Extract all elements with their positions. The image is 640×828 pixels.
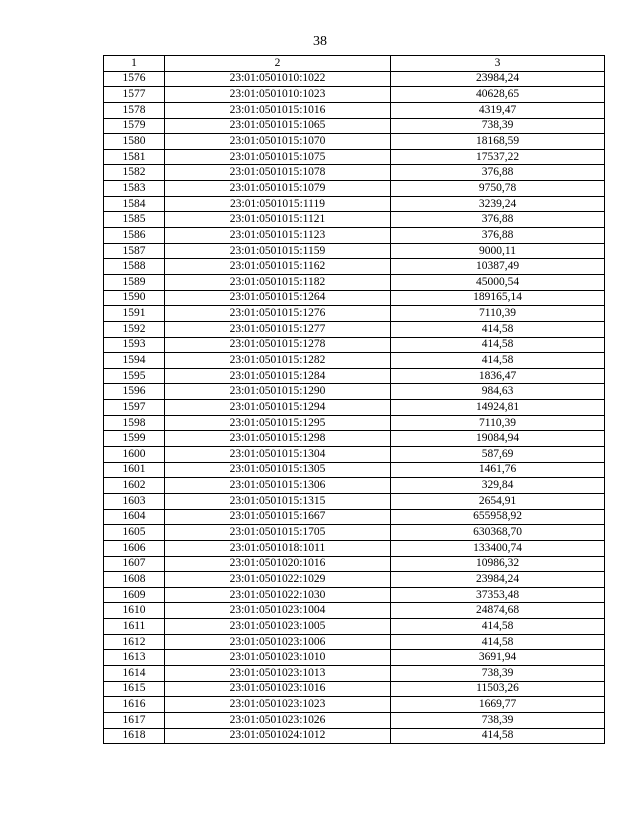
value-cell: 18168,59 bbox=[391, 134, 605, 150]
value-cell: 37353,48 bbox=[391, 587, 605, 603]
cadastral-number-cell: 23:01:0501010:1022 bbox=[165, 71, 391, 87]
row-number-cell: 1614 bbox=[104, 665, 165, 681]
value-cell: 4319,47 bbox=[391, 102, 605, 118]
table-row bbox=[104, 415, 605, 431]
row-number-cell: 1617 bbox=[104, 712, 165, 728]
value-cell: 414,58 bbox=[391, 337, 605, 353]
value-cell: 23984,24 bbox=[391, 572, 605, 588]
table-row bbox=[104, 259, 605, 275]
table-row bbox=[104, 384, 605, 400]
value-cell: 655958,92 bbox=[391, 509, 605, 525]
row-number-cell: 1604 bbox=[104, 509, 165, 525]
cadastral-number-cell: 23:01:0501015:1079 bbox=[165, 181, 391, 197]
table-row bbox=[104, 212, 605, 228]
table-row bbox=[104, 697, 605, 713]
cadastral-number-cell: 23:01:0501015:1182 bbox=[165, 274, 391, 290]
cadastral-number-cell: 23:01:0501015:1159 bbox=[165, 243, 391, 259]
row-number-cell: 1591 bbox=[104, 306, 165, 322]
cadastral-number-cell: 23:01:0501015:1667 bbox=[165, 509, 391, 525]
table-row bbox=[104, 587, 605, 603]
value-cell: 414,58 bbox=[391, 619, 605, 635]
row-number-cell: 1601 bbox=[104, 462, 165, 478]
table-row bbox=[104, 290, 605, 306]
table-row bbox=[104, 181, 605, 197]
cadastral-number-cell: 23:01:0501015:1305 bbox=[165, 462, 391, 478]
table-row bbox=[104, 650, 605, 666]
row-number-cell: 1618 bbox=[104, 728, 165, 744]
table-row bbox=[104, 149, 605, 165]
row-number-cell: 1599 bbox=[104, 431, 165, 447]
table-row bbox=[104, 196, 605, 212]
value-cell: 24874,68 bbox=[391, 603, 605, 619]
row-number-cell: 1596 bbox=[104, 384, 165, 400]
cadastral-number-cell: 23:01:0501023:1006 bbox=[165, 634, 391, 650]
row-number-cell: 1608 bbox=[104, 572, 165, 588]
value-cell: 376,88 bbox=[391, 228, 605, 244]
row-number-cell: 1598 bbox=[104, 415, 165, 431]
value-cell: 7110,39 bbox=[391, 306, 605, 322]
cadastral-number-cell: 23:01:0501015:1315 bbox=[165, 493, 391, 509]
cadastral-number-cell: 23:01:0501023:1013 bbox=[165, 665, 391, 681]
cadastral-number-cell: 23:01:0501015:1278 bbox=[165, 337, 391, 353]
cadastral-number-cell: 23:01:0501023:1010 bbox=[165, 650, 391, 666]
table-row bbox=[104, 540, 605, 556]
cadastral-number-cell: 23:01:0501015:1290 bbox=[165, 384, 391, 400]
cadastral-number-cell: 23:01:0501015:1065 bbox=[165, 118, 391, 134]
row-number-cell: 1585 bbox=[104, 212, 165, 228]
value-cell: 984,63 bbox=[391, 384, 605, 400]
row-number-cell: 1586 bbox=[104, 228, 165, 244]
table-row bbox=[104, 572, 605, 588]
table-row bbox=[104, 603, 605, 619]
value-cell: 19084,94 bbox=[391, 431, 605, 447]
cadastral-number-cell: 23:01:0501015:1282 bbox=[165, 353, 391, 369]
value-cell: 630368,70 bbox=[391, 525, 605, 541]
table-row bbox=[104, 509, 605, 525]
table-row bbox=[104, 400, 605, 416]
value-cell: 414,58 bbox=[391, 353, 605, 369]
row-number-cell: 1590 bbox=[104, 290, 165, 306]
cadastral-number-cell: 23:01:0501015:1294 bbox=[165, 400, 391, 416]
value-cell: 9750,78 bbox=[391, 181, 605, 197]
row-number-cell: 1592 bbox=[104, 321, 165, 337]
cadastral-number-cell: 23:01:0501015:1119 bbox=[165, 196, 391, 212]
cadastral-number-cell: 23:01:0501022:1029 bbox=[165, 572, 391, 588]
row-number-cell: 1597 bbox=[104, 400, 165, 416]
row-number-cell: 1607 bbox=[104, 556, 165, 572]
row-number-cell: 1612 bbox=[104, 634, 165, 650]
cadastral-number-cell: 23:01:0501024:1012 bbox=[165, 728, 391, 744]
value-cell: 329,84 bbox=[391, 478, 605, 494]
table-row bbox=[104, 228, 605, 244]
table-row bbox=[104, 447, 605, 463]
row-number-cell: 1577 bbox=[104, 87, 165, 103]
cadastral-number-cell: 23:01:0501015:1078 bbox=[165, 165, 391, 181]
row-number-cell: 1610 bbox=[104, 603, 165, 619]
value-cell: 587,69 bbox=[391, 447, 605, 463]
row-number-cell: 1616 bbox=[104, 697, 165, 713]
table-row bbox=[104, 353, 605, 369]
value-cell: 23984,24 bbox=[391, 71, 605, 87]
column-header-3: 3 bbox=[391, 56, 605, 72]
value-cell: 14924,81 bbox=[391, 400, 605, 416]
table-row bbox=[104, 634, 605, 650]
value-cell: 2654,91 bbox=[391, 493, 605, 509]
cadastral-number-cell: 23:01:0501015:1016 bbox=[165, 102, 391, 118]
row-number-cell: 1576 bbox=[104, 71, 165, 87]
value-cell: 414,58 bbox=[391, 728, 605, 744]
cadastral-number-cell: 23:01:0501015:1306 bbox=[165, 478, 391, 494]
cadastral-number-cell: 23:01:0501022:1030 bbox=[165, 587, 391, 603]
row-number-cell: 1584 bbox=[104, 196, 165, 212]
value-cell: 1669,77 bbox=[391, 697, 605, 713]
cadastral-number-cell: 23:01:0501015:1075 bbox=[165, 149, 391, 165]
value-cell: 189165,14 bbox=[391, 290, 605, 306]
table-row bbox=[104, 306, 605, 322]
row-number-cell: 1581 bbox=[104, 149, 165, 165]
cadastral-number-cell: 23:01:0501015:1264 bbox=[165, 290, 391, 306]
value-cell: 10387,49 bbox=[391, 259, 605, 275]
cadastral-number-cell: 23:01:0501018:1011 bbox=[165, 540, 391, 556]
table-row bbox=[104, 134, 605, 150]
row-number-cell: 1588 bbox=[104, 259, 165, 275]
table-row bbox=[104, 368, 605, 384]
row-number-cell: 1600 bbox=[104, 447, 165, 463]
column-header-1: 1 bbox=[104, 56, 165, 72]
table-row bbox=[104, 431, 605, 447]
value-cell: 133400,74 bbox=[391, 540, 605, 556]
table-row bbox=[104, 712, 605, 728]
cadastral-number-cell: 23:01:0501015:1277 bbox=[165, 321, 391, 337]
row-number-cell: 1603 bbox=[104, 493, 165, 509]
table-row bbox=[104, 619, 605, 635]
cadastral-number-cell: 23:01:0501015:1121 bbox=[165, 212, 391, 228]
table-header bbox=[104, 56, 605, 72]
row-number-cell: 1587 bbox=[104, 243, 165, 259]
value-cell: 7110,39 bbox=[391, 415, 605, 431]
value-cell: 738,39 bbox=[391, 118, 605, 134]
row-number-cell: 1578 bbox=[104, 102, 165, 118]
row-number-cell: 1594 bbox=[104, 353, 165, 369]
page-number: 38 bbox=[313, 34, 327, 49]
row-number-cell: 1593 bbox=[104, 337, 165, 353]
row-number-cell: 1602 bbox=[104, 478, 165, 494]
cadastral-number-cell: 23:01:0501023:1004 bbox=[165, 603, 391, 619]
table-row bbox=[104, 321, 605, 337]
table-row bbox=[104, 71, 605, 87]
cadastral-number-cell: 23:01:0501015:1298 bbox=[165, 431, 391, 447]
cadastral-number-cell: 23:01:0501023:1016 bbox=[165, 681, 391, 697]
value-cell: 11503,26 bbox=[391, 681, 605, 697]
value-cell: 1836,47 bbox=[391, 368, 605, 384]
row-number-cell: 1611 bbox=[104, 619, 165, 635]
row-number-cell: 1595 bbox=[104, 368, 165, 384]
value-cell: 1461,76 bbox=[391, 462, 605, 478]
cadastral-number-cell: 23:01:0501015:1284 bbox=[165, 368, 391, 384]
table-row bbox=[104, 118, 605, 134]
table-row bbox=[104, 728, 605, 744]
cadastral-number-cell: 23:01:0501015:1304 bbox=[165, 447, 391, 463]
value-cell: 376,88 bbox=[391, 165, 605, 181]
table-row bbox=[104, 665, 605, 681]
value-cell: 3691,94 bbox=[391, 650, 605, 666]
cadastral-number-cell: 23:01:0501010:1023 bbox=[165, 87, 391, 103]
row-number-cell: 1606 bbox=[104, 540, 165, 556]
value-cell: 414,58 bbox=[391, 634, 605, 650]
row-number-cell: 1589 bbox=[104, 274, 165, 290]
table-row bbox=[104, 478, 605, 494]
row-number-cell: 1583 bbox=[104, 181, 165, 197]
table-row bbox=[104, 243, 605, 259]
value-cell: 738,39 bbox=[391, 712, 605, 728]
row-number-cell: 1579 bbox=[104, 118, 165, 134]
table-row bbox=[104, 681, 605, 697]
value-cell: 10986,32 bbox=[391, 556, 605, 572]
value-cell: 9000,11 bbox=[391, 243, 605, 259]
header-row bbox=[104, 56, 605, 72]
registry-table bbox=[103, 55, 605, 744]
value-cell: 3239,24 bbox=[391, 196, 605, 212]
cadastral-number-cell: 23:01:0501015:1705 bbox=[165, 525, 391, 541]
value-cell: 738,39 bbox=[391, 665, 605, 681]
table-row bbox=[104, 556, 605, 572]
table-row bbox=[104, 87, 605, 103]
cadastral-number-cell: 23:01:0501015:1162 bbox=[165, 259, 391, 275]
cadastral-number-cell: 23:01:0501015:1123 bbox=[165, 228, 391, 244]
table-body bbox=[104, 71, 605, 744]
value-cell: 17537,22 bbox=[391, 149, 605, 165]
cadastral-number-cell: 23:01:0501015:1070 bbox=[165, 134, 391, 150]
value-cell: 376,88 bbox=[391, 212, 605, 228]
table-row bbox=[104, 493, 605, 509]
row-number-cell: 1582 bbox=[104, 165, 165, 181]
value-cell: 40628,65 bbox=[391, 87, 605, 103]
row-number-cell: 1605 bbox=[104, 525, 165, 541]
row-number-cell: 1609 bbox=[104, 587, 165, 603]
table-row bbox=[104, 274, 605, 290]
cadastral-number-cell: 23:01:0501020:1016 bbox=[165, 556, 391, 572]
cadastral-number-cell: 23:01:0501023:1026 bbox=[165, 712, 391, 728]
row-number-cell: 1613 bbox=[104, 650, 165, 666]
table-row bbox=[104, 102, 605, 118]
column-header-2: 2 bbox=[165, 56, 391, 72]
row-number-cell: 1615 bbox=[104, 681, 165, 697]
row-number-cell: 1580 bbox=[104, 134, 165, 150]
cadastral-number-cell: 23:01:0501023:1005 bbox=[165, 619, 391, 635]
table-row bbox=[104, 165, 605, 181]
cadastral-number-cell: 23:01:0501015:1276 bbox=[165, 306, 391, 322]
table-row bbox=[104, 525, 605, 541]
table-row bbox=[104, 337, 605, 353]
table-row bbox=[104, 462, 605, 478]
value-cell: 414,58 bbox=[391, 321, 605, 337]
cadastral-number-cell: 23:01:0501023:1023 bbox=[165, 697, 391, 713]
value-cell: 45000,54 bbox=[391, 274, 605, 290]
cadastral-number-cell: 23:01:0501015:1295 bbox=[165, 415, 391, 431]
